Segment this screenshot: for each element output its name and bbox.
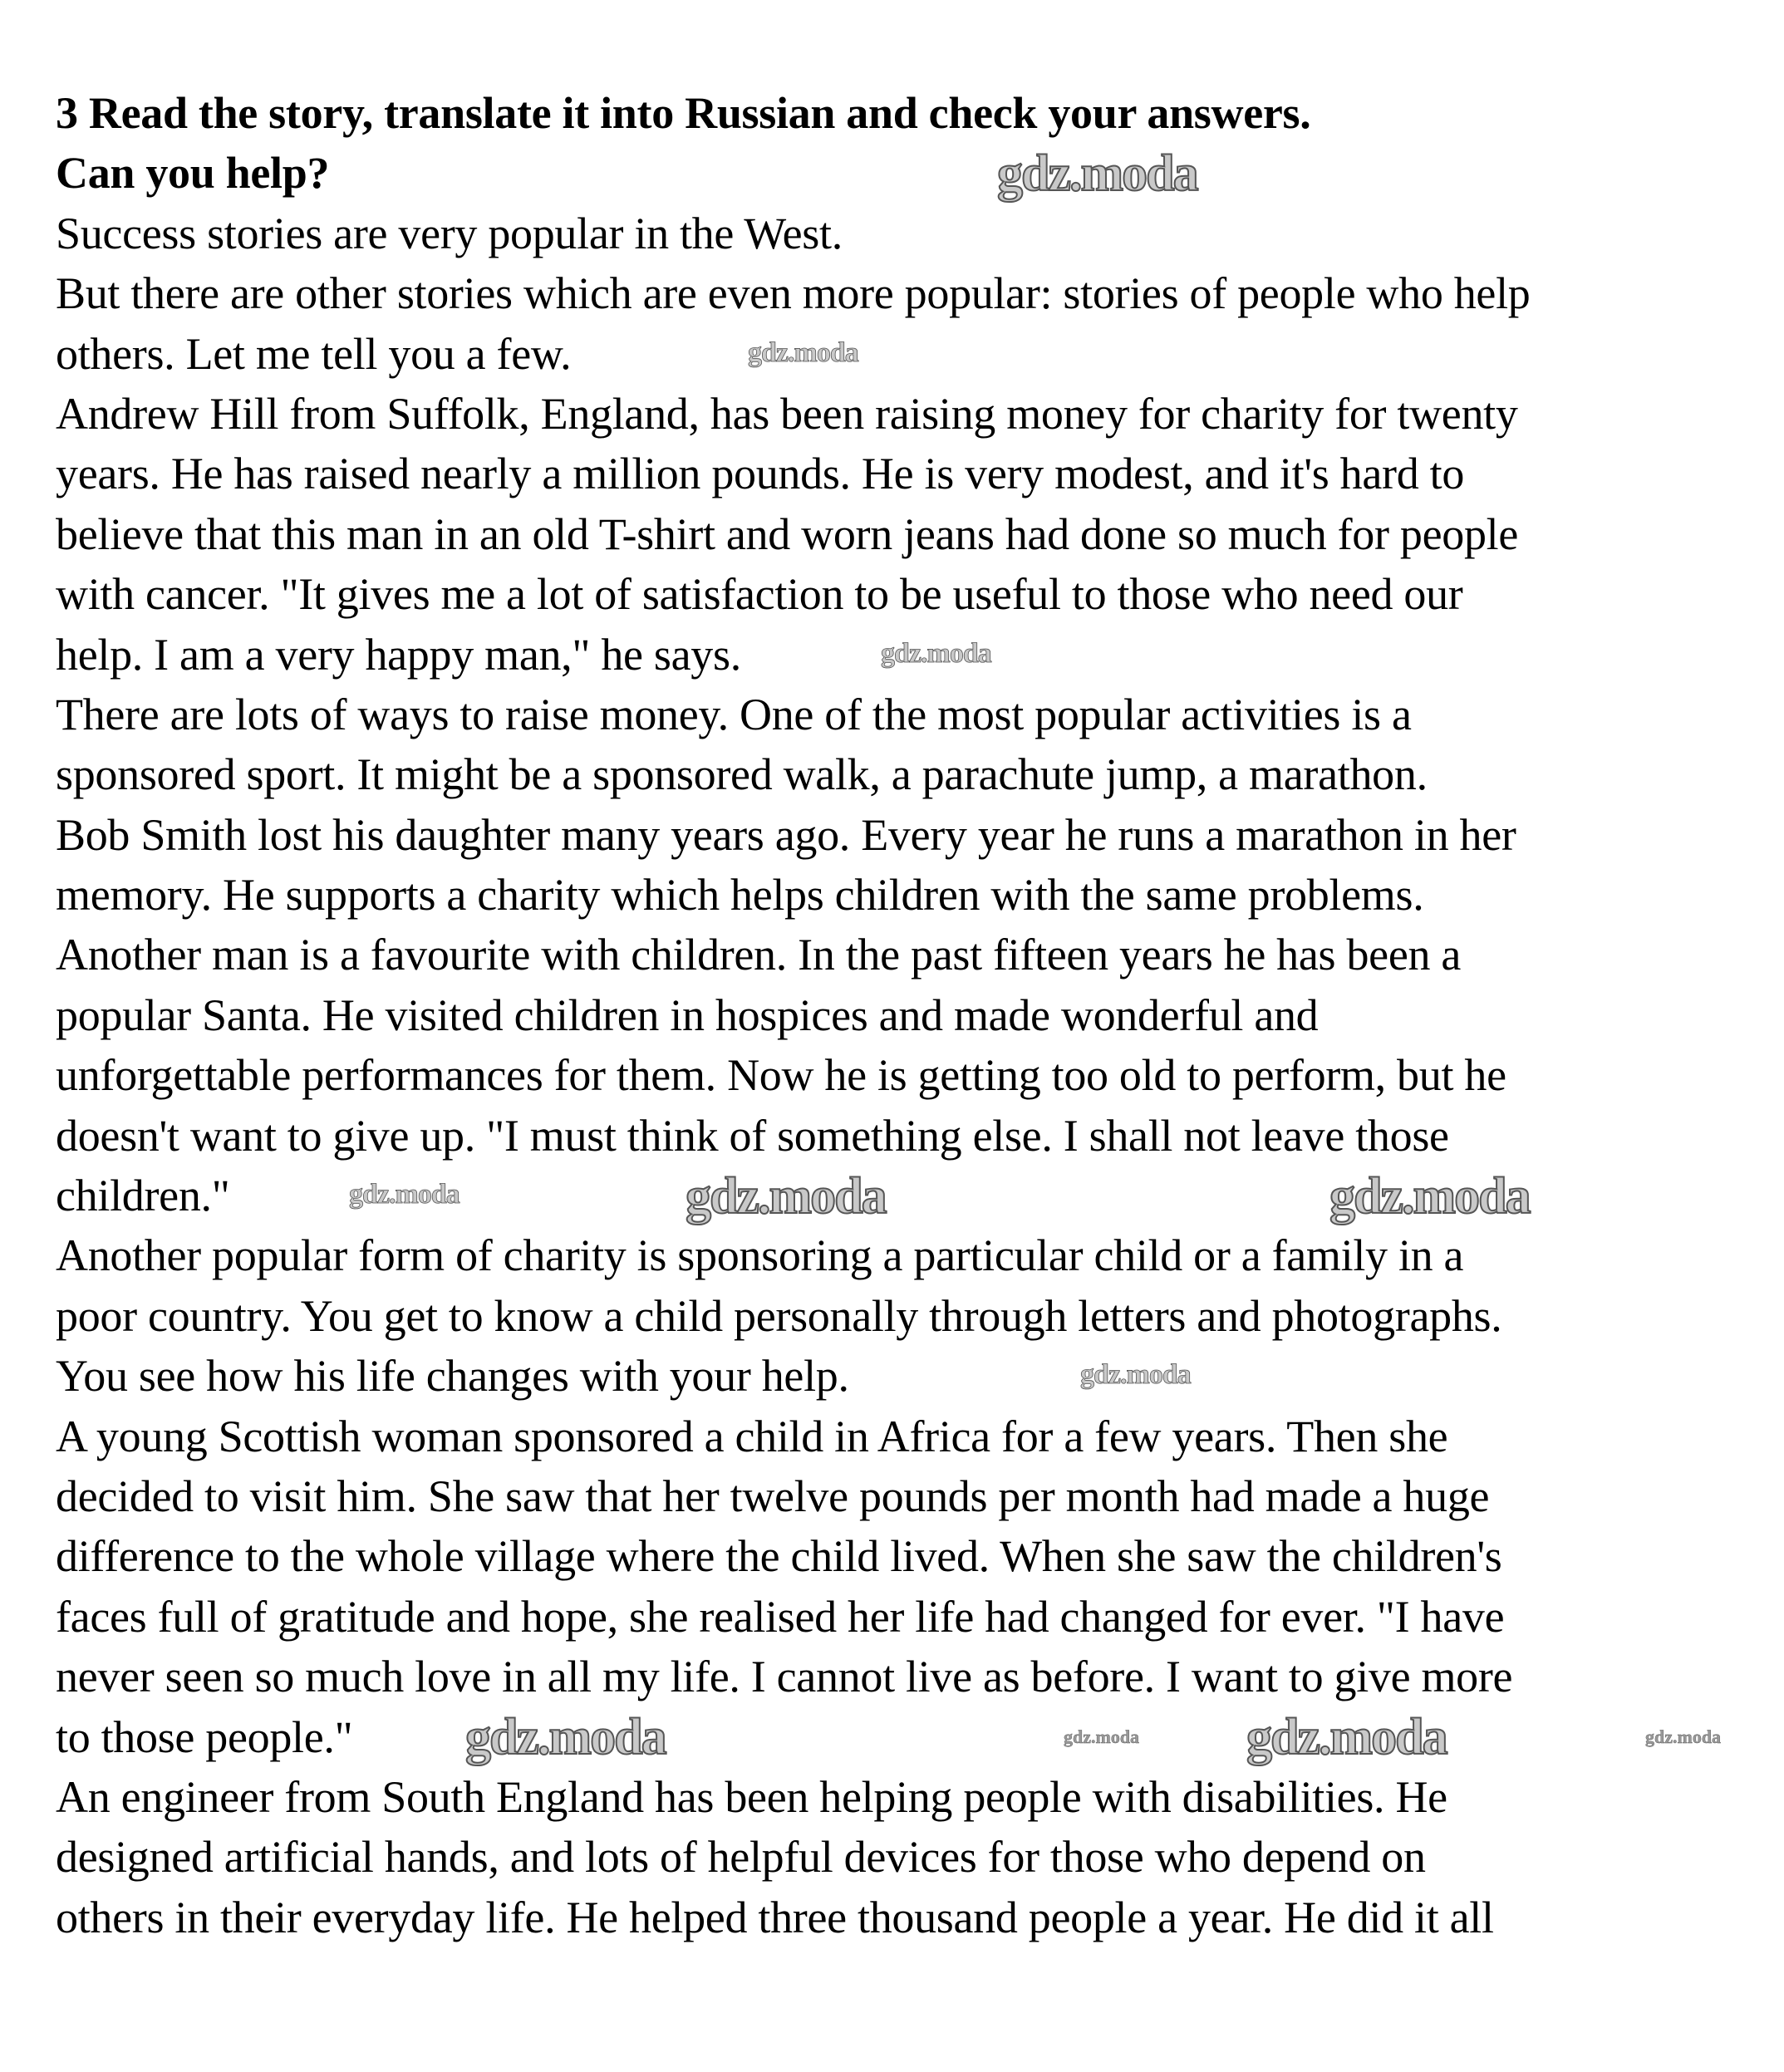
text-line: A young Scottish woman sponsored a child in Africa for a few years. Then she: [56, 1411, 1448, 1461]
text-line: memory. He supports a charity which helps children with the same problems.: [56, 870, 1424, 921]
text-line: Success stories are very popular in the West.: [56, 208, 843, 258]
text-line: Another man is a favourite with children. In the past fifteen years he has been a: [56, 930, 1462, 980]
text-line: poor country. You get to know a child personally through letters and photographs.: [56, 1290, 1502, 1341]
watermark: gdz.moda: [881, 638, 991, 669]
text-line: decided to visit him. She saw that her twelve pounds per month had made a huge: [56, 1471, 1490, 1521]
story-title: Can you help?: [56, 148, 330, 199]
watermark: gdz.moda: [686, 1168, 886, 1225]
text-line: others in their everyday life. He helped three thousand people a year. He did it all: [56, 1892, 1494, 1942]
text-line: sponsored sport. It might be a sponsored walk, a parachute jump, a marathon.: [56, 749, 1428, 800]
text-line: There are lots of ways to raise money. One of the most popular activities is a: [56, 689, 1412, 739]
watermark: gdz.moda: [748, 337, 858, 368]
text-line: years. He has raised nearly a million pounds. He is very modest, and it's hard to: [56, 449, 1465, 499]
text-line: believe that this man in an old T-shirt and worn jeans had done so much for people: [56, 508, 1519, 559]
text-line: to those people.": [56, 1711, 353, 1762]
text-line: Andrew Hill from Suffolk, England, has been raising money for charity for twenty: [56, 388, 1518, 439]
text-line: others. Let me tell you a few.: [56, 328, 572, 379]
text-line: popular Santa. He visited children in hospices and made wonderful and: [56, 989, 1319, 1040]
text-line: faces full of gratitude and hope, she realised her life had changed for ever. "I have: [56, 1591, 1505, 1642]
text-line: doesn't want to give up. "I must think of something else. I shall not leave those: [56, 1110, 1449, 1161]
text-line: But there are other stories which are even more popular: stories of people who help: [56, 268, 1531, 319]
exercise-heading: 3 Read the story, translate it into Russian and check your answers.: [56, 88, 1311, 138]
watermark: gdz.moda: [1064, 1726, 1140, 1747]
text-line: designed artificial hands, and lots of helpful devices for those who depend on: [56, 1832, 1426, 1883]
text-line: unforgettable performances for them. Now he is getting too old to perform, but he: [56, 1050, 1506, 1101]
text-line: Bob Smith lost his daughter many years ago. Every year he runs a marathon in her: [56, 809, 1516, 860]
text-line: Another popular form of charity is sponsoring a particular child or a family in a: [56, 1230, 1464, 1281]
watermark: gdz.moda: [997, 145, 1197, 202]
text-line: An engineer from South England has been helping people with disabilities. He: [56, 1771, 1447, 1822]
text-line: You see how his life changes with your help.: [56, 1351, 849, 1402]
text-line: children.": [56, 1171, 230, 1221]
text-line: difference to the whole village where the child lived. When she saw the children's: [56, 1531, 1502, 1582]
text-line: help. I am a very happy man," he says.: [56, 629, 741, 680]
watermark: gdz.moda: [1329, 1168, 1530, 1225]
watermark: gdz.moda: [1080, 1359, 1191, 1390]
watermark: gdz.moda: [1645, 1726, 1722, 1747]
watermark: gdz.moda: [349, 1179, 460, 1210]
text-line: with cancer. "It gives me a lot of satisfaction to be useful to those who need our: [56, 569, 1463, 620]
text-line: never seen so much love in all my life. I cannot live as before. I want to give more: [56, 1652, 1513, 1702]
watermark: gdz.moda: [1246, 1709, 1447, 1765]
watermark: gdz.moda: [465, 1709, 666, 1765]
